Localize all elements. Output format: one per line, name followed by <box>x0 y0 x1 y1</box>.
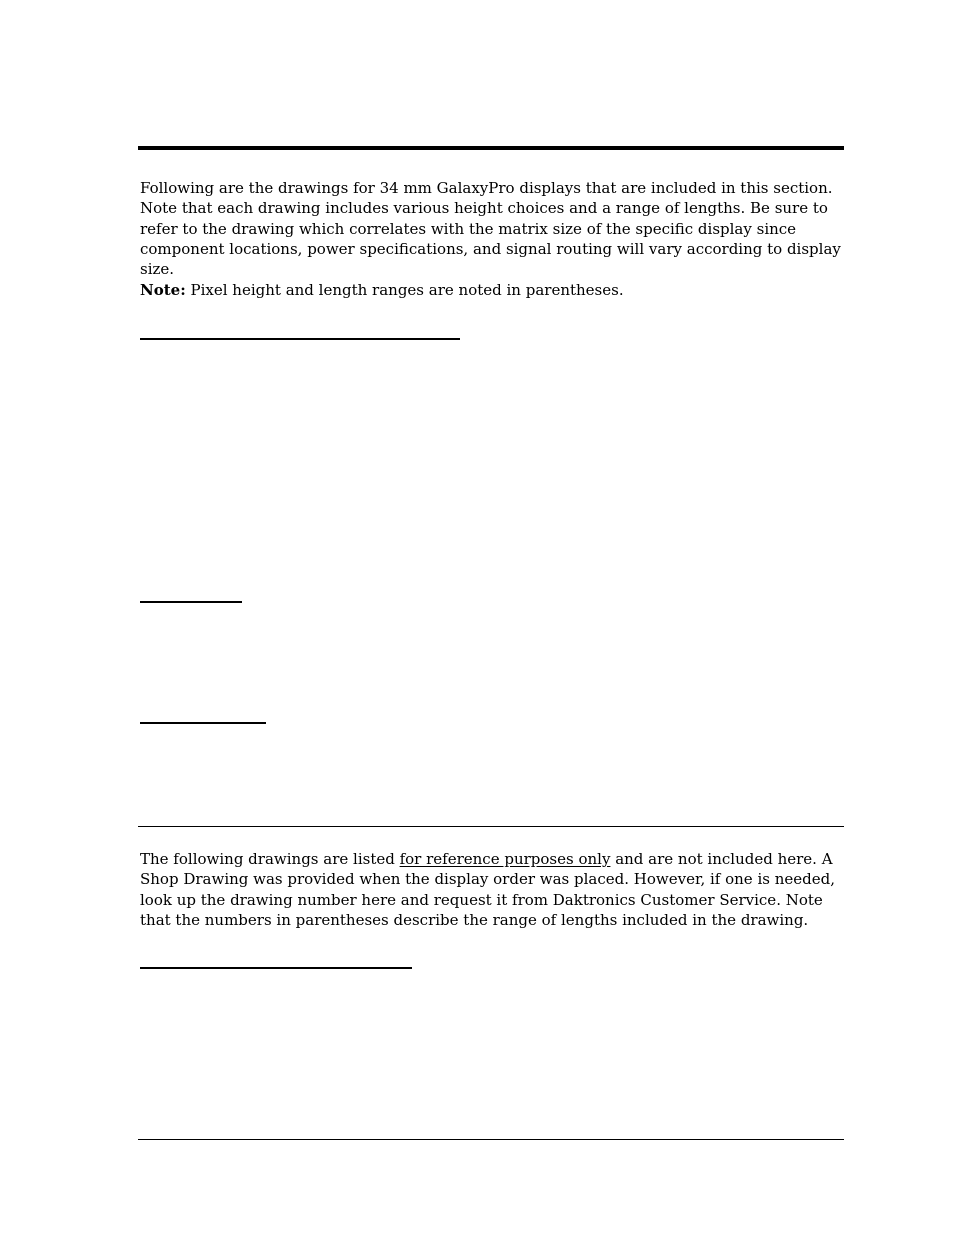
reference-text-before: The following drawings are listed <box>140 850 400 868</box>
section-heading-underline-1 <box>140 338 460 340</box>
section-heading-underline-3 <box>140 722 266 724</box>
reference-text-after: and are not included here. A Shop Drawing was provided when the display order was placed. However, if one is needed, look up the drawing number here and request it from Daktronics Customer Service. Note that the numbers in parentheses describe the range of lengths included in the drawing. <box>140 850 835 929</box>
section-heading-underline-4 <box>140 967 412 969</box>
reference-paragraph <box>140 849 845 930</box>
footer-rule <box>138 1139 844 1140</box>
note-text: Pixel height and length ranges are noted in parentheses. <box>185 281 624 299</box>
intro-paragraph <box>140 178 845 279</box>
section-divider-rule <box>138 826 844 827</box>
note-paragraph <box>140 280 845 300</box>
intro-text: Following are the drawings for 34 mm GalaxyPro displays that are included in this section. Note that each drawing includes various height choices and a range of lengths. Be sure to refer to the drawing which correlates with the matrix size of the specific display since component locations, power specifications, and signal routing will vary according to display size. <box>140 179 841 279</box>
top-heading-rule <box>138 146 844 150</box>
section-heading-underline-2 <box>140 601 242 603</box>
reference-underlined-text: for reference purposes only <box>399 850 611 868</box>
note-label: Note: <box>140 281 186 299</box>
